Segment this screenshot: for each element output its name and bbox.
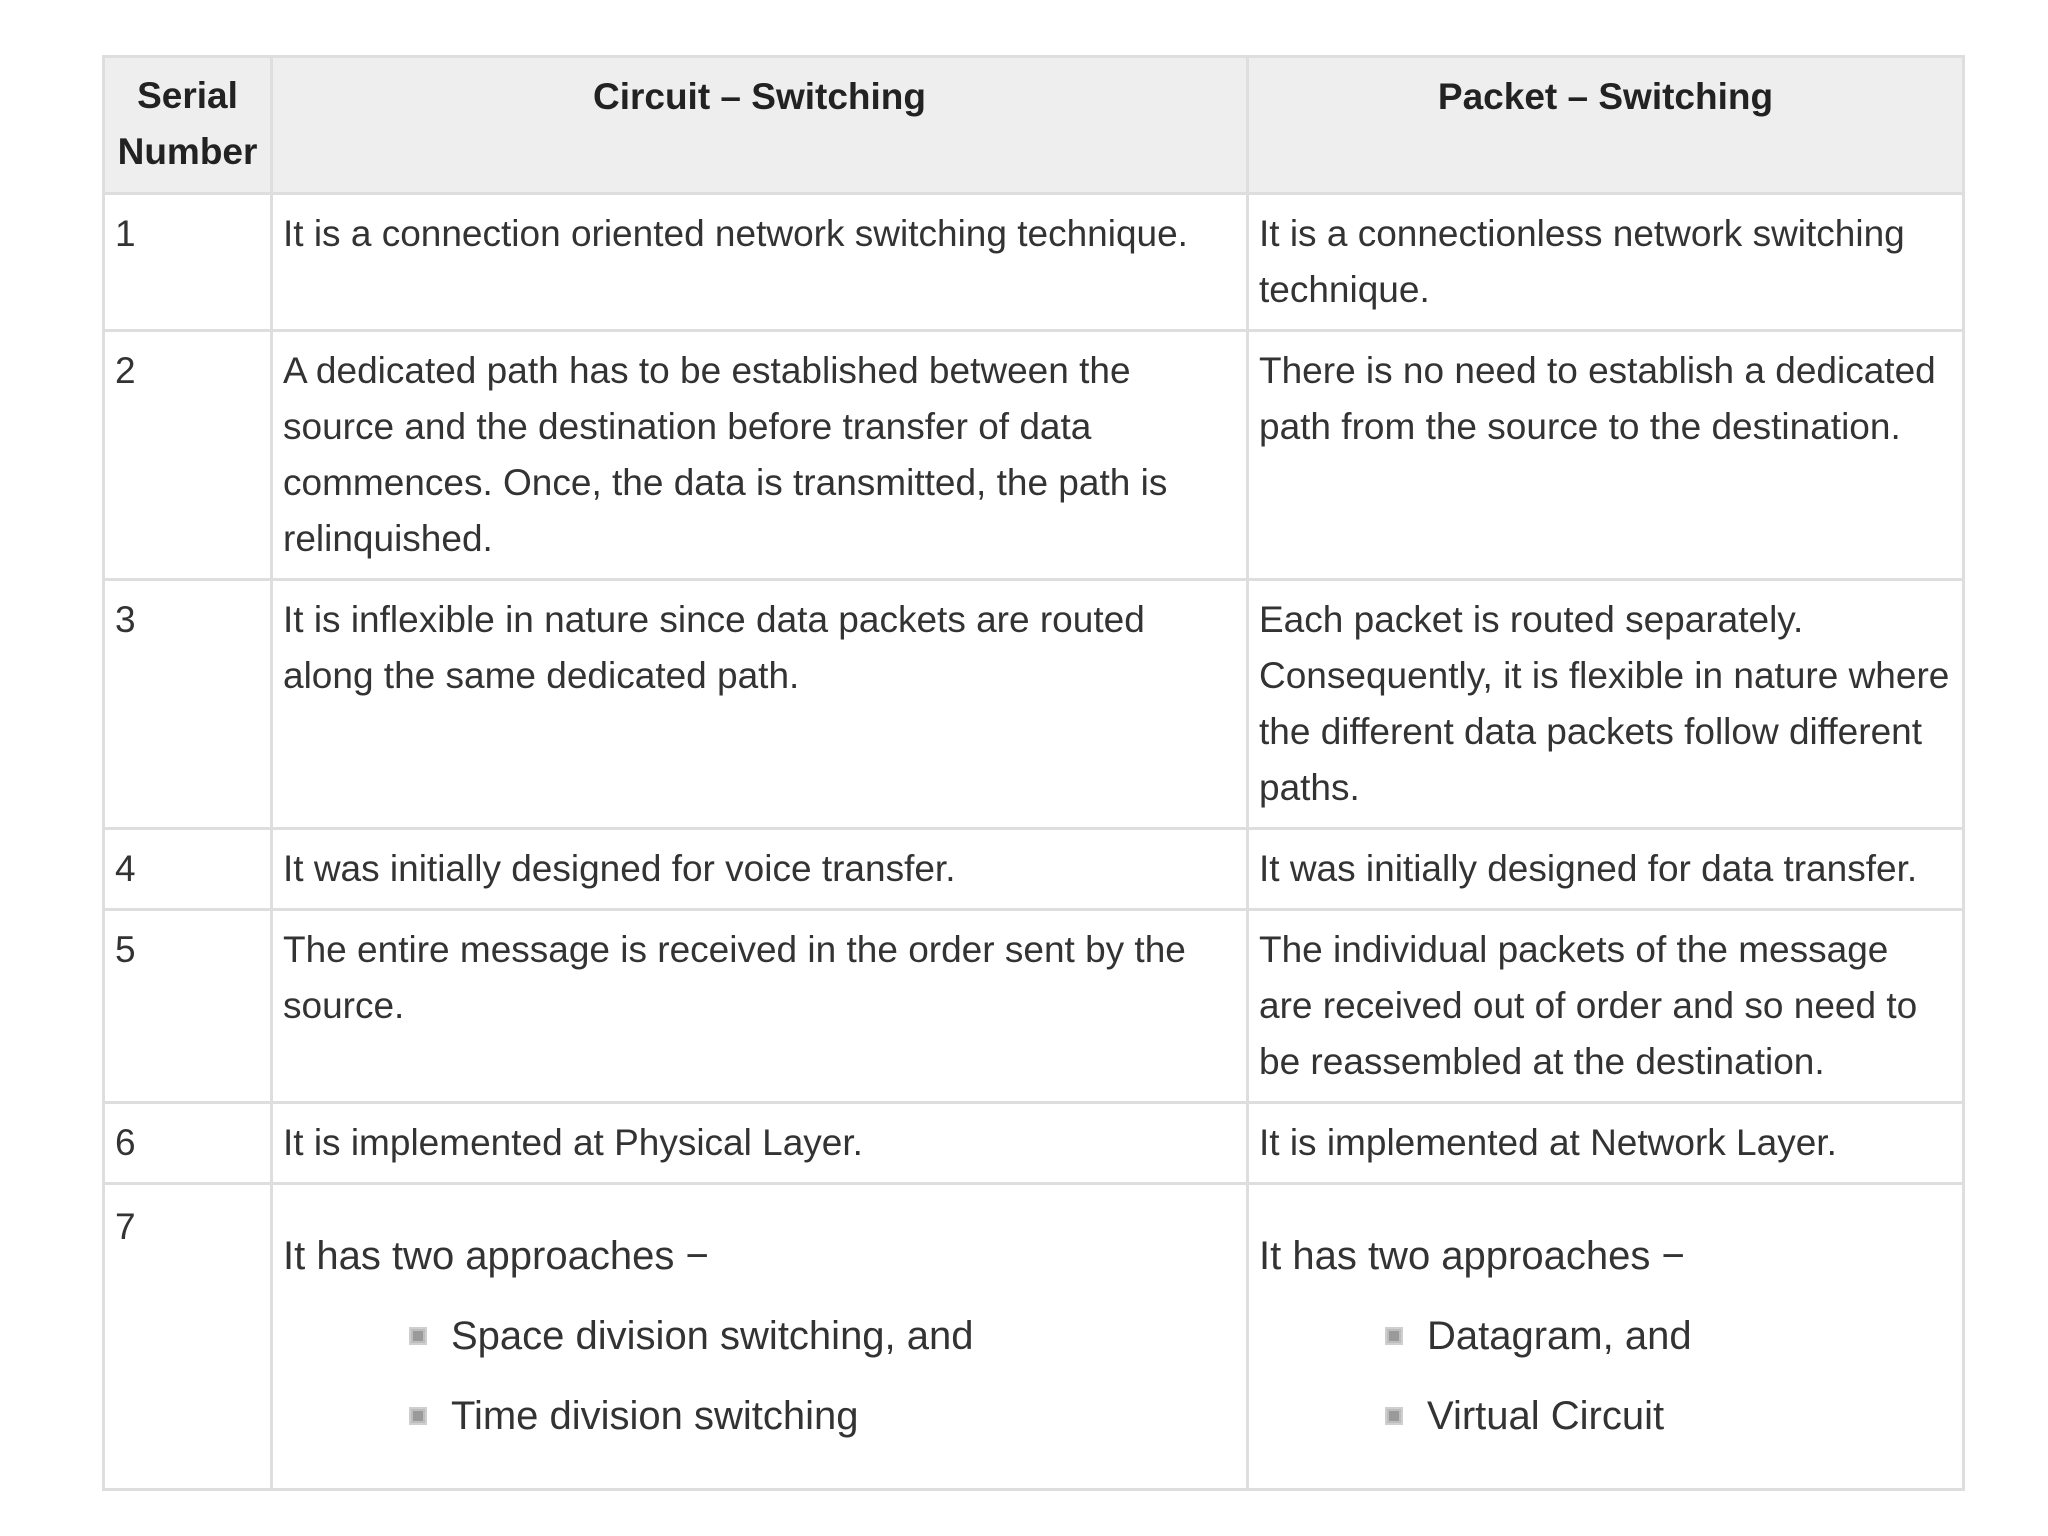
square-bullet-icon	[1385, 1327, 1403, 1345]
table-row	[104, 194, 1964, 331]
list-item	[403, 1388, 1236, 1444]
packet-switching-cell: The individual packets of the message are received out of order and so need to be reassembled at the destination.	[1248, 910, 1964, 1103]
packet-switching-cell: It was initially designed for data transfer.	[1248, 829, 1964, 910]
approaches-list	[283, 1308, 1236, 1444]
circuit-switching-cell: It is a connection oriented network switching technique.	[272, 194, 1248, 331]
approaches-intro: It has two approaches −	[283, 1234, 709, 1278]
table-row	[104, 1103, 1964, 1184]
row-serial-number: 1	[104, 194, 272, 331]
circuit-switching-cell: It is implemented at Physical Layer.	[272, 1103, 1248, 1184]
list-item-text: Virtual Circuit	[1427, 1394, 1665, 1438]
row-serial-number: 6	[104, 1103, 272, 1184]
table-header-row	[104, 57, 1964, 194]
square-bullet-icon	[1385, 1407, 1403, 1425]
row-serial-number: 4	[104, 829, 272, 910]
list-item-text: Datagram, and	[1427, 1314, 1692, 1358]
circuit-switching-cell: A dedicated path has to be established between the source and the destination before transfer of data commences. Once, the data is transmitted, the path is relinquished.	[272, 331, 1248, 580]
table-row	[104, 829, 1964, 910]
comparison-table	[102, 55, 1965, 1491]
table-row	[104, 1184, 1964, 1490]
row-serial-number: 2	[104, 331, 272, 580]
packet-switching-cell: There is no need to establish a dedicated path from the source to the destination.	[1248, 331, 1964, 580]
header-circuit-switching: Circuit – Switching	[272, 57, 1248, 194]
list-item	[403, 1308, 1236, 1364]
table-row	[104, 910, 1964, 1103]
row-serial-number: 3	[104, 580, 272, 829]
table-row	[104, 580, 1964, 829]
packet-switching-cell: Each packet is routed separately. Consequently, it is flexible in nature where the different data packets follow different paths.	[1248, 580, 1964, 829]
packet-switching-cell	[1248, 1184, 1964, 1490]
circuit-switching-cell: The entire message is received in the order sent by the source.	[272, 910, 1248, 1103]
row-serial-number: 5	[104, 910, 272, 1103]
circuit-switching-cell: It was initially designed for voice transfer.	[272, 829, 1248, 910]
square-bullet-icon	[409, 1407, 427, 1425]
approaches-list	[1259, 1308, 1952, 1444]
circuit-switching-cell: It is inflexible in nature since data packets are routed along the same dedicated path.	[272, 580, 1248, 829]
row-serial-number: 7	[104, 1184, 272, 1490]
approaches-intro: It has two approaches −	[1259, 1234, 1685, 1278]
list-item-text: Time division switching	[451, 1394, 859, 1438]
header-serial-number: Serial Number	[104, 57, 272, 194]
header-packet-switching: Packet – Switching	[1248, 57, 1964, 194]
square-bullet-icon	[409, 1327, 427, 1345]
list-item	[1379, 1308, 1952, 1364]
list-item-text: Space division switching, and	[451, 1314, 974, 1358]
list-item	[1379, 1388, 1952, 1444]
table-row	[104, 331, 1964, 580]
packet-switching-cell: It is implemented at Network Layer.	[1248, 1103, 1964, 1184]
packet-switching-cell: It is a connectionless network switching technique.	[1248, 194, 1964, 331]
circuit-switching-cell	[272, 1184, 1248, 1490]
